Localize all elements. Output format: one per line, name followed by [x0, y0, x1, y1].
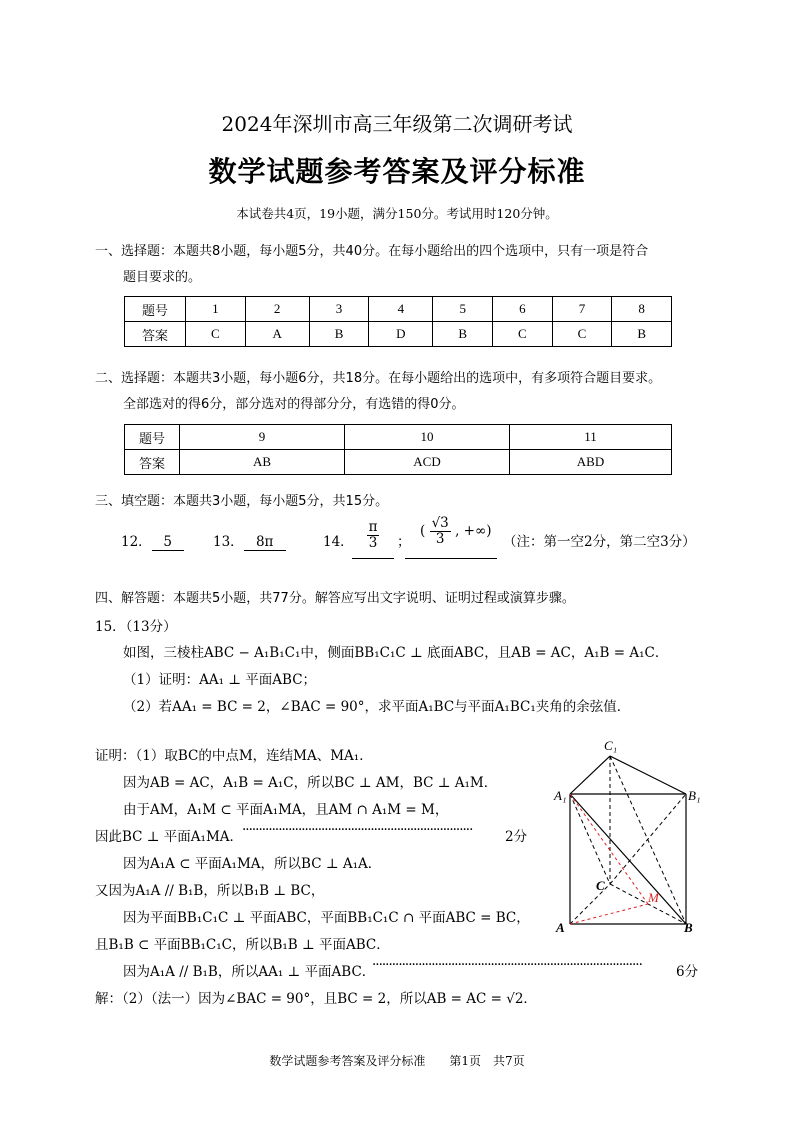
interval-close: , +∞) — [455, 522, 492, 539]
answer-cell: C — [186, 322, 246, 347]
proof-line-6: 又因为A₁A // B₁B，所以B₁B ⊥ BC， — [95, 883, 325, 899]
page-footer: 数学试题参考答案及评分标准 第1页 共7页 — [269, 1054, 525, 1068]
table-row — [125, 450, 672, 475]
proof-line-7: 因为平面BB₁C₁C ⊥ 平面ABC，平面BB₁C₁C ∩ 平面ABC = BC， — [123, 910, 530, 926]
segment-a1b — [570, 794, 686, 924]
q14-note: （注：第一空2分，第二空3分） — [503, 534, 696, 550]
question-number: 11 — [510, 425, 672, 450]
proof-line-1: 证明：（1）取BC的中点M，连结MA、MA₁． — [95, 748, 373, 764]
answer-cell: AB — [180, 450, 345, 475]
label-a: A — [556, 920, 565, 935]
row-label: 答案 — [125, 450, 180, 475]
label-b1: B₁ — [688, 788, 701, 803]
fraction-denominator: 3 — [435, 530, 445, 547]
dotted-leader: ·················································································· — [372, 957, 642, 973]
question-number: 5 — [433, 297, 493, 322]
q12-answer-line — [121, 530, 184, 551]
question-number: 8 — [612, 297, 672, 322]
table-row — [125, 297, 672, 322]
section3-heading: 三、填空题：本题共3小题，每小题5分，共15分。 — [95, 494, 389, 509]
fraction-denominator: 3 — [368, 534, 378, 551]
section4-heading: 四、解答题：本题共5小题，共77分。解答应写出文字说明、证明过程或演算步骤。 — [95, 591, 575, 606]
label-a1: A₁ — [554, 788, 567, 803]
proof-line-9: 因为A₁A // B₁B，所以AA₁ ⊥ 平面ABC． — [123, 964, 376, 980]
proof-line-4: 因此BC ⊥ 平面A₁MA． — [95, 829, 244, 845]
dotted-leader: ······································································ — [242, 822, 473, 838]
answer-cell: C — [552, 322, 612, 347]
q14-second-answer — [420, 516, 492, 547]
question-number: 7 — [552, 297, 612, 322]
question-number: 1 — [186, 297, 246, 322]
label-m: M — [648, 890, 659, 905]
q15-part1: （1）证明：AA₁ ⊥ 平面ABC； — [123, 672, 317, 688]
label-b: B — [684, 920, 693, 935]
exam-info: 本试卷共4页，19小题，满分150分。考试用时120分钟。 — [236, 206, 558, 221]
proof-line-8: 且B₁B ⊂ 平面BB₁C₁C，所以B₁B ⊥ 平面ABC． — [95, 937, 390, 953]
q14-underline-2 — [405, 558, 497, 559]
score-mark: 6分 — [676, 964, 699, 980]
answer-cell: ACD — [345, 450, 510, 475]
q14-interval-fraction — [430, 516, 451, 547]
document-title: 数学试题参考答案及评分标准 — [208, 155, 586, 188]
question-number: 2 — [245, 297, 309, 322]
question-number: 6 — [493, 297, 553, 322]
row-label: 答案 — [125, 322, 186, 347]
segment-am — [570, 904, 648, 924]
question-number: 10 — [345, 425, 510, 450]
section2-heading-cont: 全部选对的得6分，部分选对的得部分分，有选错的得0分。 — [123, 397, 465, 412]
question-number: 3 — [309, 297, 369, 322]
answer-cell: D — [369, 322, 433, 347]
label-c: C — [596, 878, 605, 893]
segment-a1m — [570, 794, 648, 904]
q13-answer-line — [213, 530, 286, 551]
q15-stem: 如图，三棱柱ABC − A₁B₁C₁中，侧面BB₁C₁C ⊥ 底面ABC，且AB = AC，A₁B = A₁C． — [123, 645, 669, 661]
section1-answer-table — [124, 296, 672, 347]
q15-number: 15．（13分） — [95, 619, 177, 635]
score-mark: 2分 — [505, 829, 528, 845]
segment-a1c — [570, 794, 610, 884]
q14-underline-1 — [352, 558, 394, 559]
q14-first-answer — [352, 520, 394, 551]
q14-separator: ； — [397, 534, 411, 550]
fraction-numerator: √3 — [431, 515, 449, 531]
prism-figure — [548, 734, 708, 938]
answer-cell: A — [245, 322, 309, 347]
question-number: 4 — [369, 297, 433, 322]
q13-label: 13． — [213, 534, 244, 550]
segment-cb1 — [610, 794, 686, 884]
question-number: 9 — [180, 425, 345, 450]
interval-open: ( — [420, 522, 426, 539]
answer-cell: C — [493, 322, 553, 347]
proof-line-5: 因为A₁A ⊂ 平面A₁MA，所以BC ⊥ A₁A． — [123, 856, 382, 872]
table-row — [125, 322, 672, 347]
answer-cell: B — [433, 322, 493, 347]
answer-cell: B — [309, 322, 369, 347]
section2-answer-table — [124, 424, 672, 475]
q14-fraction — [367, 520, 380, 551]
exam-title: 2024年深圳市高三年级第二次调研考试 — [221, 112, 573, 136]
edge-c1b1 — [610, 756, 686, 794]
q15-part2: （2）若AA₁ = BC = 2，∠BAC = 90°，求平面A₁BC与平面A₁BC₁夹角的余弦值． — [123, 699, 631, 715]
row-label: 题号 — [125, 425, 180, 450]
proof-line-3: 由于AM，A₁M ⊂ 平面A₁MA，且AM ∩ A₁M = M， — [123, 802, 449, 818]
edge-a1c1 — [570, 756, 610, 794]
proof-line-2: 因为AB = AC，A₁B = A₁C，所以BC ⊥ AM，BC ⊥ A₁M． — [123, 775, 498, 791]
answer-cell: ABD — [510, 450, 672, 475]
label-c1: C₁ — [604, 738, 618, 753]
q13-answer: 8π — [244, 534, 286, 551]
answer-cell: B — [612, 322, 672, 347]
q12-answer: 5 — [152, 534, 184, 551]
table-row — [125, 425, 672, 450]
row-label: 题号 — [125, 297, 186, 322]
solution-line-1: 解：（2）（法一）因为∠BAC = 90°，且BC = 2，所以AB = AC = √2． — [95, 991, 537, 1007]
q14-label: 14． — [323, 534, 354, 550]
section1-heading-cont: 题目要求的。 — [123, 270, 202, 285]
section2-heading: 二、选择题：本题共3小题，每小题6分，共18分。在每小题给出的选项中，有多项符合题目要求。 — [95, 371, 662, 386]
fraction-numerator: π — [368, 519, 378, 535]
section1-heading: 一、选择题：本题共8小题，每小题5分，共40分。在每小题给出的四个选项中，只有一项是符合 — [95, 244, 649, 259]
q12-label: 12． — [121, 534, 152, 550]
